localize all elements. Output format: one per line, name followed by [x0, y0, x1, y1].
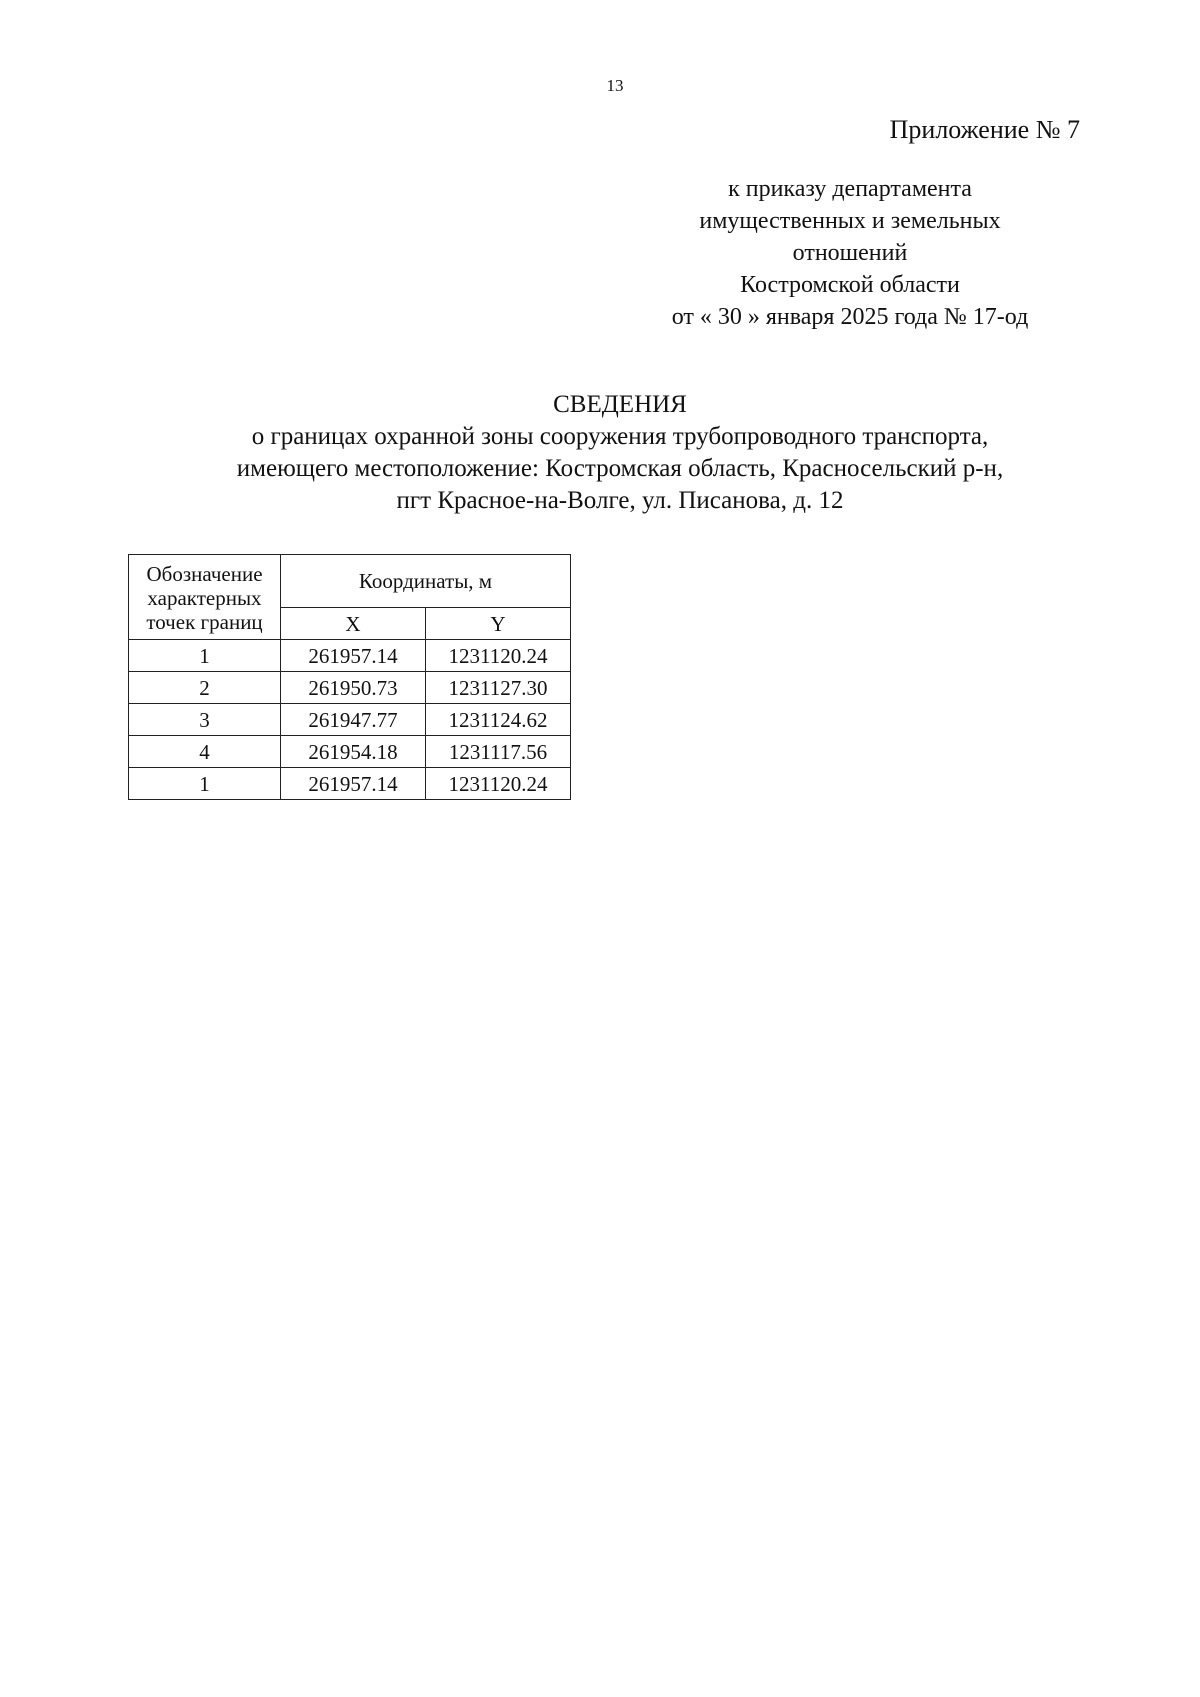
order-line: имущественных и земельных — [699, 208, 1001, 234]
point-header-line: характерных — [147, 585, 262, 610]
x-cell: 261954.18 — [281, 736, 426, 768]
x-cell: 261957.14 — [281, 768, 426, 800]
table-row — [129, 640, 571, 672]
document-subtitle-line: имеющего местоположение: Костромская область, Красносельский р-н, — [236, 455, 1004, 482]
point-header-line: точек границ — [146, 609, 263, 634]
point-cell: 4 — [129, 736, 281, 768]
page-number: 13 — [606, 76, 624, 95]
x-cell: 261947.77 — [281, 704, 426, 736]
document-heading — [140, 389, 1100, 517]
point-header-line: Обозначение — [146, 561, 263, 586]
y-cell: 1231120.24 — [426, 768, 571, 800]
y-cell: 1231117.56 — [426, 736, 571, 768]
document-subtitle-line: о границах охранной зоны сооружения трубопроводного транспорта, — [251, 423, 989, 450]
appendix-title: Приложение № 7 — [889, 115, 1080, 144]
document-title: СВЕДЕНИЯ — [553, 391, 687, 418]
point-cell: 2 — [129, 672, 281, 704]
order-date-line: от « 30 » января 2025 года № 17-од — [671, 304, 1029, 330]
order-line: Костромской области — [740, 272, 960, 298]
table-row — [129, 704, 571, 736]
order-line: к приказу департамента — [728, 176, 972, 202]
x-column-header: X — [281, 608, 426, 640]
coordinates-table — [128, 554, 571, 800]
y-cell: 1231127.30 — [426, 672, 571, 704]
x-cell: 261950.73 — [281, 672, 426, 704]
document-subtitle-line: пгт Красное-на-Волге, ул. Писанова, д. 12 — [396, 487, 844, 514]
y-cell: 1231124.62 — [426, 704, 571, 736]
y-column-header: Y — [426, 608, 571, 640]
point-cell: 3 — [129, 704, 281, 736]
point-column-header — [129, 555, 281, 640]
x-cell: 261957.14 — [281, 640, 426, 672]
coordinates-column-header: Координаты, м — [281, 555, 571, 608]
table-header-row — [129, 555, 571, 608]
table-row — [129, 736, 571, 768]
table-row — [129, 672, 571, 704]
point-cell: 1 — [129, 768, 281, 800]
point-cell: 1 — [129, 640, 281, 672]
y-cell: 1231120.24 — [426, 640, 571, 672]
table-row — [129, 768, 571, 800]
order-line: отношений — [792, 240, 908, 266]
order-reference — [620, 173, 1080, 333]
